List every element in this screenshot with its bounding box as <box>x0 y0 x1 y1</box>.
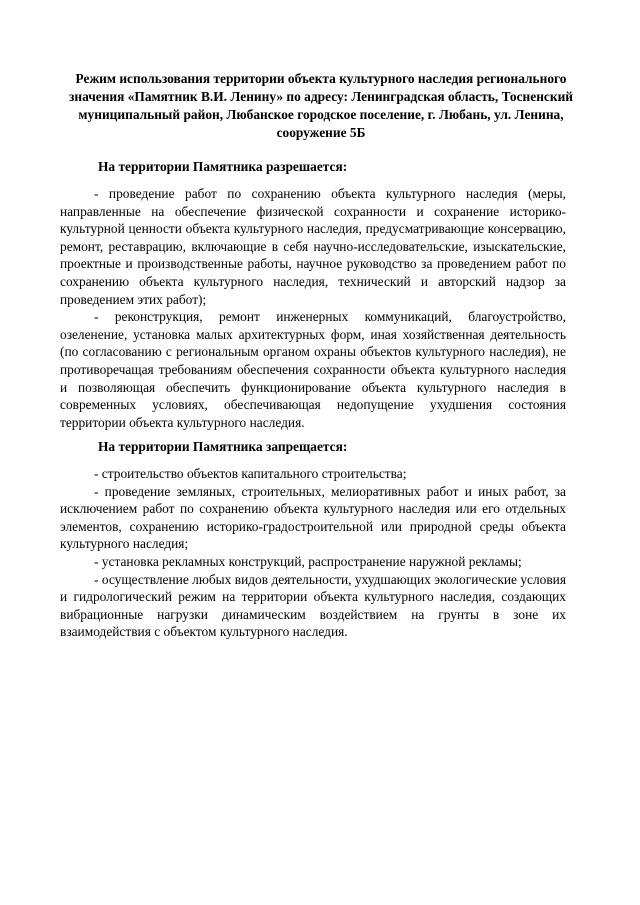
allowed-item: - реконструкция, ремонт инженерных коммуникаций, благоустройство, озеленение, установка малых архитектурных форм, иная хозяйственная деятельность (по согласованию с региональным органом охраны объектов культурного наследия), не противоречащая требованиям обеспечения сохранности объекта культурного наследия и позволяющая обеспечить функционирование объекта культурного наследия в современных условиях, обеспечивающая недопущение ухудшения состояния территории объекта культурного наследия. <box>60 309 566 430</box>
allowed-heading: На территории Памятника разрешается: <box>98 159 348 174</box>
forbidden-section <box>60 465 566 641</box>
forbidden-item: - установка рекламных конструкций, распространение наружной рекламы; <box>94 553 522 569</box>
forbidden-heading: На территории Памятника запрещается: <box>98 439 348 454</box>
forbidden-item: - проведение земляных, строительных, мелиоративных работ и иных работ, за исключением работ по сохранению объекта культурного наследия или его отдельных элементов, сохранению историко-градостроительной или природной среды объекта культурного наследия; <box>60 483 566 552</box>
document-title: Режим использования территории объекта культурного наследия регионального значения «Памятник В.И. Ленину» по адресу: Ленинградская область, Тосненский муниципальный район, Любанское городское поселение, г. Любань, ул. Ленина, сооружение 5Б <box>68 71 574 140</box>
allowed-section <box>60 185 566 431</box>
forbidden-item: - осуществление любых видов деятельности, ухудшающих экологические условия и гидрологический режим на территории объекта культурного наследия, создающих вибрационные нагрузки динамическим воздействием на грунты в зоне их взаимодействия с объектом культурного наследия. <box>60 571 566 640</box>
forbidden-item: - строительство объектов капитального строительства; <box>94 466 407 481</box>
allowed-item: - проведение работ по сохранению объекта культурного наследия (меры, направленные на обеспечение физической сохранности и сохранение историко-культурной ценности объекта культурного наследия, предусматривающие консервацию, ремонт, реставрацию, включающие в себя научно-исследовательские, изыскательские, проектные и производственные работы, научное руководство за проведением работ по сохранению объекта культурного наследия, технический и авторский надзор за проведением этих работ); <box>60 186 566 307</box>
